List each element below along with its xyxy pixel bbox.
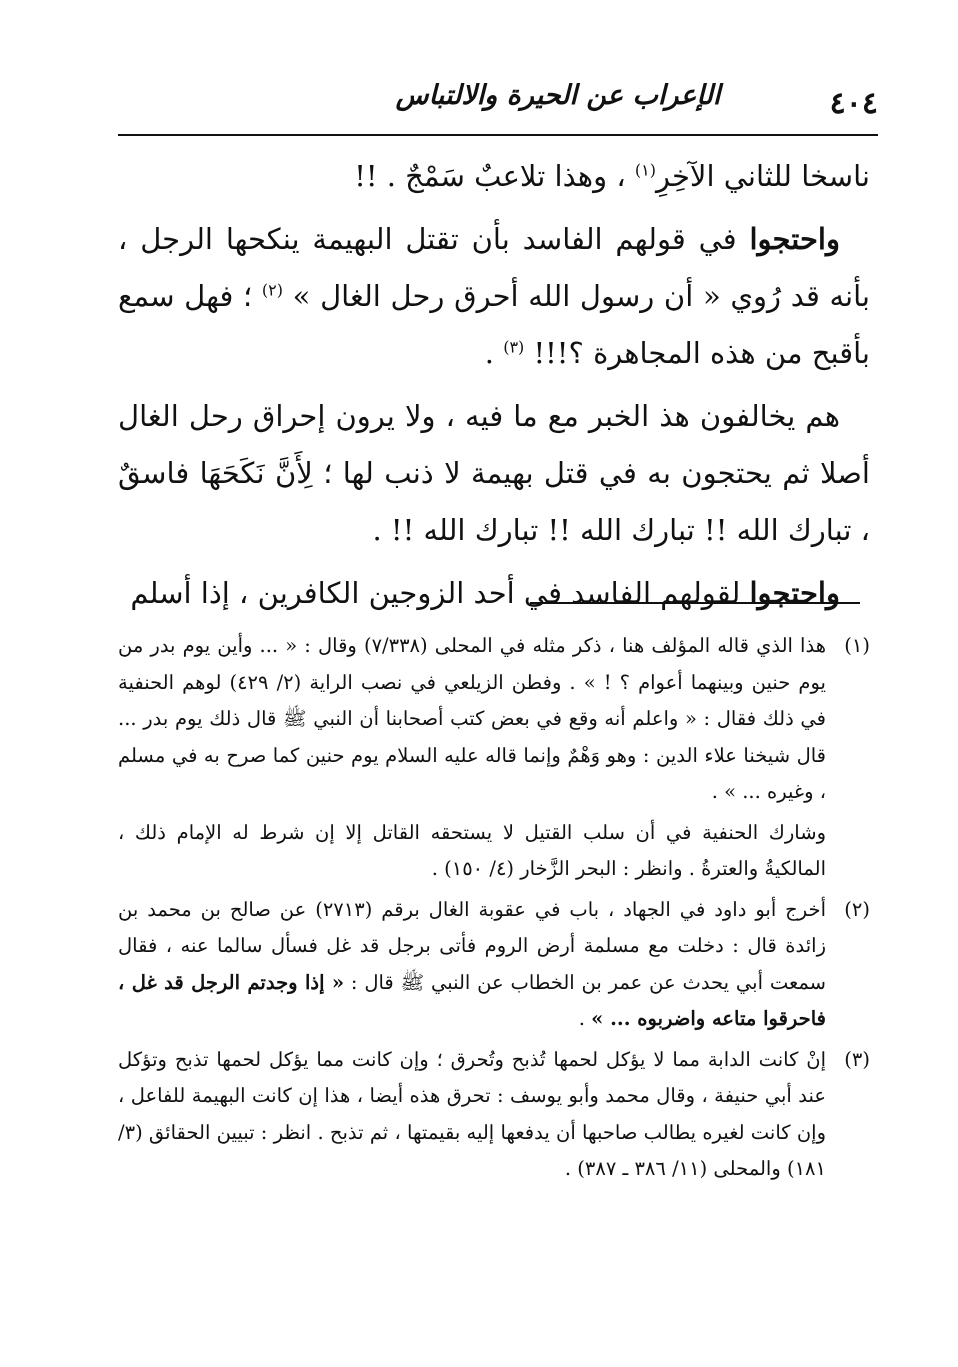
paragraph-1 <box>118 148 870 205</box>
footnote-body <box>118 628 826 888</box>
footnote-text-main: أخرج أبو داود في الجهاد ، باب في عقوبة الغال برقم (٢٧١٣) عن صالح بن محمد بن زائدة قال : دخلت مع مسلمة أرض الروم فأتى برجل قد غل فسأل سالما عنه ، فقال سمعت أبي يحدث عن عمر بن الخطاب عن النبي ﷺ قال : <box>118 897 826 994</box>
paragraph-2-end: . <box>484 336 504 370</box>
footnote-3 <box>118 1042 870 1188</box>
footnote-ref-2[interactable]: (٢) <box>261 280 283 300</box>
header-rule <box>118 134 878 136</box>
footnote-text: هذا الذي قاله المؤلف هنا ، ذكر مثله في المحلى (٧/٣٣٨) وقال : « ... وأين يوم بدر من يوم حنين وبينهما أعوام ؟ ! » . وفطن الزيلعي في نصب الراية (٢/ ٤٢٩) لوهم الحنفية في ذلك فقال : « واعلم أنه وقع في بعض كتب أصحابنا أن النبي ﷺ قال ذلك يوم بدر ... قال شيخنا علاء الدين : وهو وَهْمٌ وإنما قاله عليه السلام يوم حنين كما صرح به في مسلم ، وغيره ... » . <box>118 634 826 803</box>
footnote-1 <box>118 628 870 888</box>
footnote-number: (٣) <box>844 1047 870 1071</box>
footnote-text <box>118 892 826 1038</box>
footnote-2 <box>118 892 870 1038</box>
footnote-body <box>118 892 826 1038</box>
paragraph-1-text: ناسخا للثاني الآخِرِ <box>656 159 870 193</box>
footnote-number: (٢) <box>844 897 870 921</box>
footnote-extra: وشارك الحنفية في أن سلب القتيل لا يستحقه القاتل إلا إن شرط له الإمام ذلك ، المالكيةُ والعترةُ . وانظر : البحر الزَّخار (٤/ ١٥٠) . <box>118 820 826 880</box>
footnote-text: إنْ كانت الدابة مما لا يؤكل لحمها تُذبح وتُحرق ؛ وإن كانت مما يؤكل لحمها تذبح وتؤكل عند أبي حنيفة ، وقال محمد وأبو يوسف : تحرق هذه أيضا ، هذا إن كانت البهيمة للفاعل ، وإن كانت لغيره يطالب صاحبها أن يدفعها إليه بقيمتها ، ثم تذبح . انظر : تبيين الحقائق (٣/ ١٨١) والمحلى (١١/ ٣٨٦ ـ ٣٨٧) . <box>118 1047 826 1180</box>
paragraph-4-lead: واحتجوا <box>749 576 840 610</box>
footnote-number: (١) <box>844 634 870 657</box>
footnote-separator <box>530 602 860 604</box>
page-header <box>118 72 878 132</box>
page-number: ٤٠٤ <box>829 86 878 121</box>
main-text <box>118 148 870 628</box>
footnote-text-end: . <box>578 1007 592 1030</box>
paragraph-2-text: في قولهم الفاسد بأن تقتل البهيمة ينكحها الرجل ، بأنه قد رُوي « أن رسول الله أحرق رحل الغال » <box>118 222 870 313</box>
paragraph-3: هم يخالفون هذ الخبر مع ما فيه ، ولا يرون إحراق رحل الغال أصلا ثم يحتجون به في قتل بهيمة لا ذنب لها ؛ لِأَنَّ نَكَحَهَا فاسقٌ ، تبارك الله !! تبارك الله !! تبارك الله !! . <box>118 399 870 547</box>
paragraph-1-end: ، وهذا تلاعبٌ سَمْجٌ . !! <box>354 159 635 193</box>
footnote-body <box>118 1042 826 1188</box>
footnote-ref-3[interactable]: (٣) <box>503 337 525 357</box>
paragraph-4 <box>118 565 870 622</box>
footnote-hadith-quote: « إذا وجدتم الرجل قد غل ، فاحرقوا متاعه واضربوه ... » <box>118 970 826 1030</box>
paragraph-4-text: لقولهم الفاسد في أحد الزوجين الكافرين ، إذا أسلم <box>130 576 750 610</box>
paragraph-2-lead: واحتجوا <box>749 222 840 256</box>
footnote-ref-1[interactable]: (١) <box>634 160 656 180</box>
paragraph-2 <box>118 211 870 382</box>
running-title: الإعراب عن الحيرة والالتباس <box>395 80 721 111</box>
footnotes <box>118 628 870 1192</box>
paragraph-2-text-2: ؛ فهل سمع بأقبح من هذه المجاهرة ؟!!! <box>118 279 870 370</box>
